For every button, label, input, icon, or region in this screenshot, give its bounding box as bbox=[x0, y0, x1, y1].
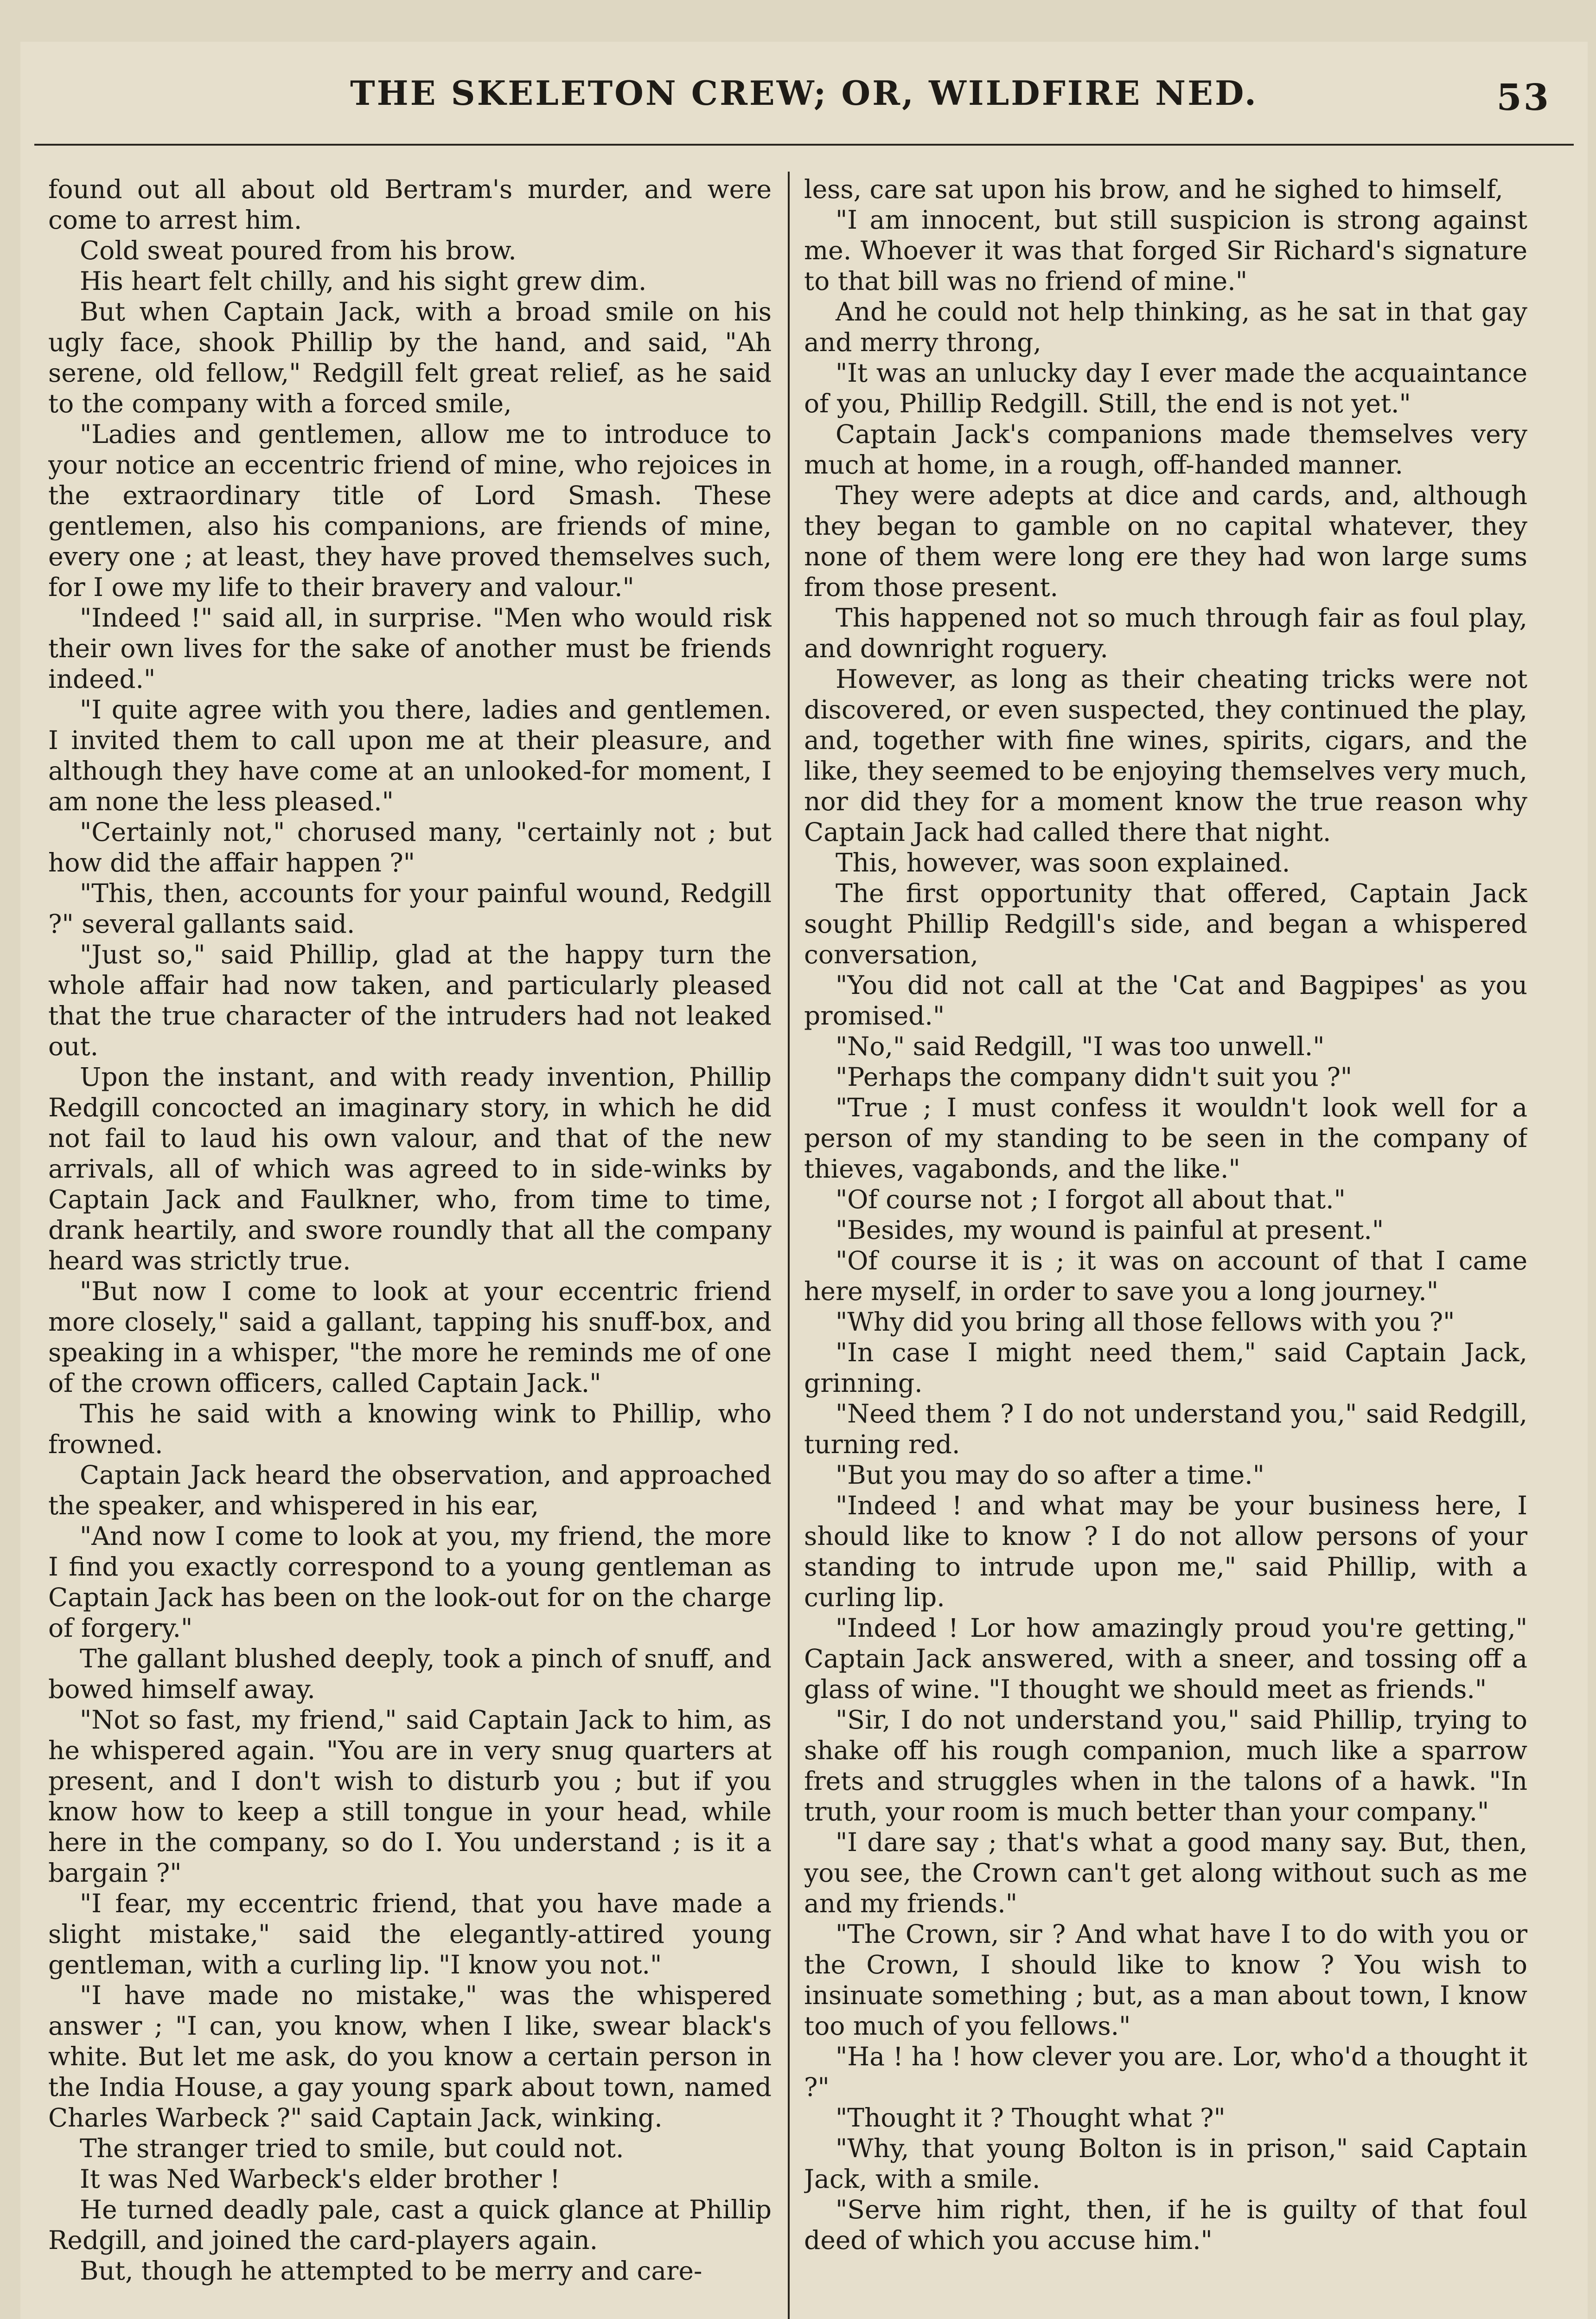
paragraph: "Just so," said Phillip, glad at the happy turn the whole affair had now taken, and particularly pleased that the true character of the intruders had not leaked out. bbox=[48, 940, 772, 1061]
paragraph: "I fear, my eccentric friend, that you have made a slight mistake," said the elegantly-attired young gentleman, with a curling lip. "I know you not." bbox=[48, 1889, 772, 1979]
paragraph: "I have made no mistake," was the whispered answer ; "I can, you know, when I like, swear black's white. But let me ask, do you know a certain person in the India House, a gay young spark about town, named Charles Warbeck ?" said Captain Jack, winking. bbox=[48, 1980, 772, 2133]
paragraph: "Indeed !" said all, in surprise. "Men who would risk their own lives for the sake of another must be friends indeed." bbox=[48, 603, 772, 694]
paragraph: Captain Jack's companions made themselves very much at home, in a rough, off-handed manner. bbox=[804, 419, 1527, 480]
paragraph: "Why, that young Bolton is in prison," said Captain Jack, with a smile. bbox=[804, 2133, 1527, 2194]
paragraph: This happened not so much through fair as foul play, and downright roguery. bbox=[804, 603, 1527, 663]
paragraph: And he could not help thinking, as he sat in that gay and merry throng, bbox=[804, 297, 1527, 357]
paragraph: "This, then, accounts for your painful wound, Redgill ?" several gallants said. bbox=[48, 878, 772, 939]
paragraph: The gallant blushed deeply, took a pinch of snuff, and bowed himself away. bbox=[48, 1644, 772, 1704]
left-column bbox=[48, 174, 772, 2319]
paragraph: "True ; I must confess it wouldn't look well for a person of my standing to be seen in the company of thieves, vagabonds, and the like." bbox=[804, 1093, 1527, 1184]
paragraph: "Not so fast, my friend," said Captain Jack to him, as he whispered again. "You are in very snug quarters at present, and I don't wish to disturb you ; but if you know how to keep a still tongue in your head, while here in the company, so do I. You understand ; is it a bargain ?" bbox=[48, 1705, 772, 1888]
paragraph: "And now I come to look at you, my friend, the more I find you exactly correspond to a young gentleman as Captain Jack has been on the look-out for on the charge of forgery." bbox=[48, 1521, 772, 1643]
paragraph: Upon the instant, and with ready invention, Phillip Redgill concocted an imaginary story, in which he did not fail to laud his own valour, and that of the new arrivals, all of which was agreed to in side-winks by Captain Jack and Faulkner, who, from time to time, drank heartily, and swore roundly that all the company heard was strictly true. bbox=[48, 1062, 772, 1275]
paragraph: The stranger tried to smile, but could not. bbox=[80, 2133, 624, 2163]
paragraph: It was Ned Warbeck's elder brother ! bbox=[80, 2164, 561, 2194]
paragraph: However, as long as their cheating tricks were not discovered, or even suspected, they continued the play, and, together with fine wines, spirits, cigars, and the like, they seemed to be enjoying themselves very much, nor did they for a moment know the true reason why Captain Jack had called there that night. bbox=[804, 664, 1527, 847]
paragraph: found out all about old Bertram's murder, and were come to arrest him. bbox=[48, 174, 772, 235]
paragraph: But when Captain Jack, with a broad smile on his ugly face, shook Phillip by the hand, and said, "Ah serene, old fellow," Redgill felt great relief, as he said to the company with a forced smile, bbox=[48, 297, 772, 418]
paragraph: This, however, was soon explained. bbox=[836, 848, 1290, 878]
paragraph: Cold sweat poured from his brow. bbox=[80, 236, 517, 265]
paragraph: "Serve him right, then, if he is guilty of that foul deed of which you accuse him." bbox=[804, 2195, 1527, 2255]
paragraph: "But you may do so after a time." bbox=[836, 1460, 1264, 1490]
paragraph: "I am innocent, but still suspicion is strong against me. Whoever it was that forged Sir Richard's signature to that bill was no friend of mine." bbox=[804, 205, 1527, 296]
paragraph: "Ha ! ha ! how clever you are. Lor, who'd a thought it ?" bbox=[804, 2042, 1527, 2102]
paragraph: "Need them ? I do not understand you," said Redgill, turning red. bbox=[804, 1399, 1527, 1459]
paragraph: "Indeed ! and what may be your business here, I should like to know ? I do not allow persons of your standing to intrude upon me," said Phillip, with a curling lip. bbox=[804, 1491, 1527, 1612]
paragraph: This he said with a knowing wink to Phillip, who frowned. bbox=[48, 1399, 772, 1459]
paragraph: "Besides, my wound is painful at present." bbox=[836, 1215, 1384, 1245]
paragraph: "The Crown, sir ? And what have I to do with you or the Crown, I should like to know ? You wish to insinuate something ; but, as a man about town, I know too much of you fellows." bbox=[804, 1919, 1527, 2041]
paragraph: "No," said Redgill, "I was too unwell." bbox=[836, 1031, 1325, 1061]
paragraph: His heart felt chilly, and his sight grew dim. bbox=[80, 266, 647, 296]
paragraph: They were adepts at dice and cards, and, although they began to gamble on no capital whatever, they none of them were long ere they had won large sums from those present. bbox=[804, 480, 1527, 602]
paragraph: "Ladies and gentlemen, allow me to introduce to your notice an eccentric friend of mine, who rejoices in the extraordinary title of Lord Smash. These gentlemen, also his companions, are friends of mine, every one ; at least, they have proved themselves such, for I owe my life to their bravery and valour." bbox=[48, 419, 772, 602]
paragraph: Captain Jack heard the observation, and approached the speaker, and whispered in his ear, bbox=[48, 1460, 772, 1520]
paragraph: "I quite agree with you there, ladies and gentlemen. I invited them to call upon me at their pleasure, and although they have come at an unlooked-for moment, I am none the less pleased." bbox=[48, 695, 772, 816]
paragraph: "In case I might need them," said Captain Jack, grinning. bbox=[804, 1338, 1527, 1398]
paragraph: The first opportunity that offered, Captain Jack sought Phillip Redgill's side, and began a whispered conversation, bbox=[804, 878, 1527, 969]
paragraph: "Of course not ; I forgot all about that." bbox=[836, 1185, 1346, 1214]
running-header bbox=[44, 67, 1564, 118]
paragraph: He turned deadly pale, cast a quick glance at Phillip Redgill, and joined the card-players again. bbox=[48, 2195, 772, 2255]
page-sheet bbox=[20, 42, 1588, 2319]
paragraph: "Why did you bring all those fellows with you ?" bbox=[836, 1307, 1455, 1337]
paragraph: "Certainly not," chorused many, "certainly not ; but how did the affair happen ?" bbox=[48, 817, 772, 878]
paragraph: "It was an unlucky day I ever made the acquaintance of you, Phillip Redgill. Still, the end is not yet." bbox=[804, 358, 1527, 418]
paragraph: "Perhaps the company didn't suit you ?" bbox=[836, 1062, 1353, 1092]
paragraph: "Of course it is ; it was on account of that I came here myself, in order to save you a long journey." bbox=[804, 1246, 1527, 1306]
page-number: 53 bbox=[1496, 77, 1551, 119]
right-column bbox=[804, 174, 1527, 2319]
running-title: THE SKELETON CREW; OR, WILDFIRE NED. bbox=[350, 73, 1258, 113]
column-divider bbox=[788, 172, 790, 2319]
paragraph: But, though he attempted to be merry and care- bbox=[80, 2256, 702, 2286]
paragraph: "Thought it ? Thought what ?" bbox=[836, 2103, 1226, 2133]
paragraph: "Sir, I do not understand you," said Phillip, trying to shake off his rough companion, much like a sparrow frets and struggles when in the talons of a hawk. "In truth, your room is much better than your company." bbox=[804, 1705, 1527, 1826]
paragraph: "You did not call at the 'Cat and Bagpipes' as you promised." bbox=[804, 970, 1527, 1031]
paragraph: "Indeed ! Lor how amazingly proud you're getting," Captain Jack answered, with a sneer, and tossing off a glass of wine. "I thought we should meet as friends." bbox=[804, 1613, 1527, 1704]
paragraph: "I dare say ; that's what a good many say. But, then, you see, the Crown can't get along without such as me and my friends." bbox=[804, 1827, 1527, 1918]
paragraph: "But now I come to look at your eccentric friend more closely," said a gallant, tapping his snuff-box, and speaking in a whisper, "the more he reminds me of one of the crown officers, called Captain Jack." bbox=[48, 1276, 772, 1398]
paragraph: less, care sat upon his brow, and he sighed to himself, bbox=[804, 174, 1503, 204]
header-rule bbox=[34, 144, 1574, 146]
